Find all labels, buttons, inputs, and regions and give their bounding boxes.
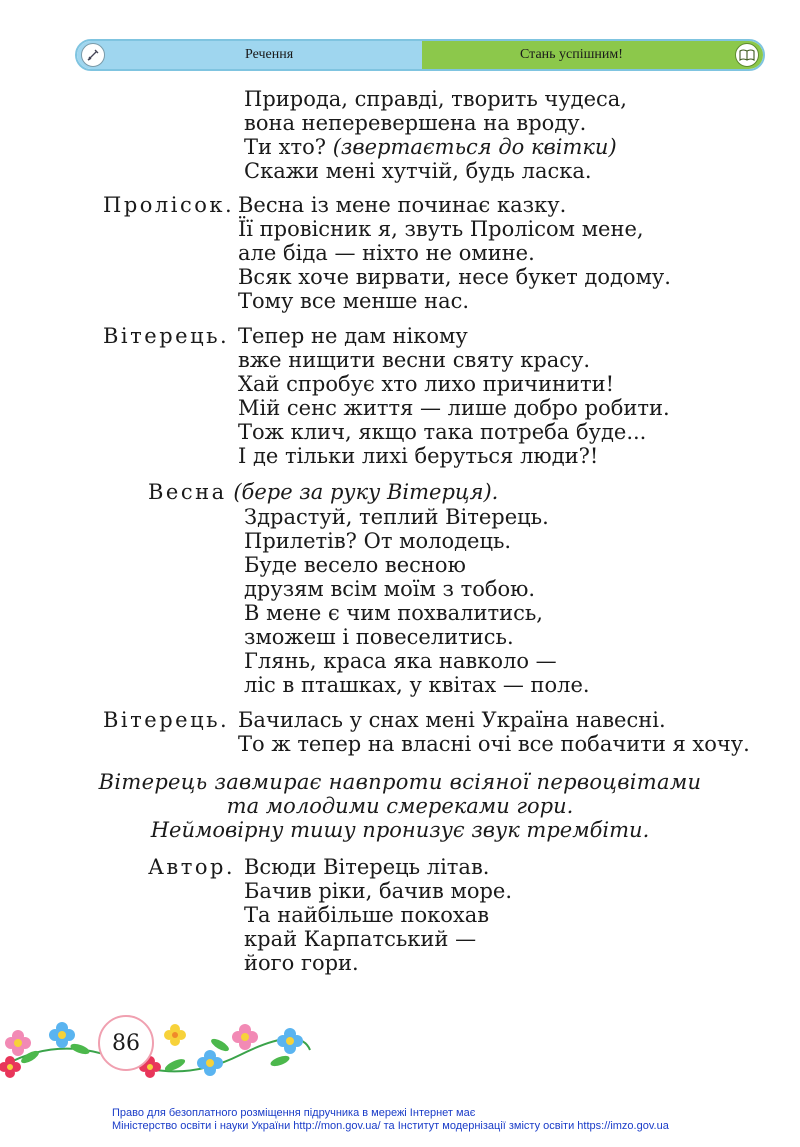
stage-direction-line: Вітерець завмирає навпроти всіяної первоцвітами — [98, 770, 702, 794]
page-number: 86 — [98, 1015, 154, 1071]
flower-blue-1 — [49, 1022, 75, 1048]
verse-line: Та найбільше покохав — [244, 903, 490, 927]
speaker-name: Весна — [148, 480, 227, 504]
verse-line: І де тільки лихі беруться люди?! — [238, 444, 599, 468]
verse-line: Весна із мене починає казку. — [238, 193, 567, 217]
flower-pink-2 — [232, 1024, 258, 1050]
verse-line: Здрастуй, теплий Вітерець. — [244, 505, 549, 529]
pen-icon — [81, 43, 105, 67]
flower-yellow-1 — [164, 1024, 186, 1046]
verse-text: Ти хто? — [244, 135, 327, 159]
verse-line: його гори. — [244, 951, 359, 975]
verse-line: Тому все менше нас. — [238, 289, 470, 313]
verse-line: Хай спробує хто лихо причинити! — [238, 372, 615, 396]
verse-line: То ж тепер на власні очі все побачити я хочу. — [238, 732, 750, 756]
stage-remark: (звертається до квітки) — [332, 135, 617, 159]
legal-notice-line: Міністерство освіти і науки України http://mon.gov.ua/ та Інститут модернізації змісту освіти https://imzo.gov.ua — [112, 1120, 669, 1132]
verse-line: ліс в пташках, у квітах — поле. — [244, 673, 590, 697]
verse-line: Її провісник я, звуть Пролісом мене, — [238, 217, 644, 241]
flower-blue-2 — [197, 1050, 223, 1076]
verse-line: В мене є чим похвалитись, — [244, 601, 543, 625]
verse-line: край Карпатський — — [244, 927, 477, 951]
stage-direction-line: та молодими смереками гори. — [226, 794, 574, 818]
verse-line: Бачив ріки, бачив море. — [244, 879, 513, 903]
verse-line: Буде весело весною — [244, 553, 466, 577]
verse-line: але біда — ніхто не омине. — [238, 241, 535, 265]
book-icon — [735, 43, 759, 67]
verse-line: друзям всім моїм з тобою. — [244, 577, 536, 601]
flower-blue-3 — [277, 1028, 303, 1054]
header-section-title: Речення — [245, 47, 294, 62]
verse-line: Тепер не дам нікому — [238, 324, 468, 348]
stage-remark: (бере за руку Вітерця). — [233, 480, 499, 504]
header-left-section — [77, 41, 422, 69]
verse-line: вже нищити весни святу красу. — [238, 348, 591, 372]
verse-line: Прилетів? От молодець. — [244, 529, 512, 553]
verse-line: Глянь, краса яка навколо — — [244, 649, 557, 673]
header-right-section — [422, 41, 763, 69]
verse-line: Бачилась у снах мені Україна навесні. — [238, 708, 666, 732]
verse-line — [244, 135, 617, 159]
flower-pink-1 — [5, 1030, 31, 1056]
speaker-name: Вітерець. — [103, 708, 230, 732]
header-series-title: Стань успішним! — [520, 47, 623, 62]
verse-line: Всюди Вітерець літав. — [244, 855, 490, 879]
flower-border-decoration — [0, 1005, 320, 1085]
verse-line: Скажи мені хутчій, будь ласка. — [244, 159, 592, 183]
stage-direction-line: Неймовірну тишу пронизує звук трембіти. — [150, 818, 650, 842]
page-header — [75, 39, 765, 71]
verse-line: Всяк хоче вирвати, несе букет додому. — [238, 265, 671, 289]
legal-notice-line: Право для безоплатного розміщення підручника в мережі Інтернет має — [112, 1107, 476, 1119]
speaker-name: Вітерець. — [103, 324, 230, 348]
verse-line: Мій сенс життя — лише добро робити. — [238, 396, 670, 420]
verse-line: вона неперевершена на вроду. — [244, 111, 587, 135]
speaker-name: Автор. — [148, 855, 236, 879]
verse-line: Тож клич, якщо така потреба буде... — [238, 420, 647, 444]
verse-line: Природа, справді, творить чудеса, — [244, 87, 627, 111]
verse-line — [148, 480, 498, 504]
speaker-name: Пролісок. — [103, 193, 235, 217]
verse-line: зможеш і повеселитись. — [244, 625, 514, 649]
